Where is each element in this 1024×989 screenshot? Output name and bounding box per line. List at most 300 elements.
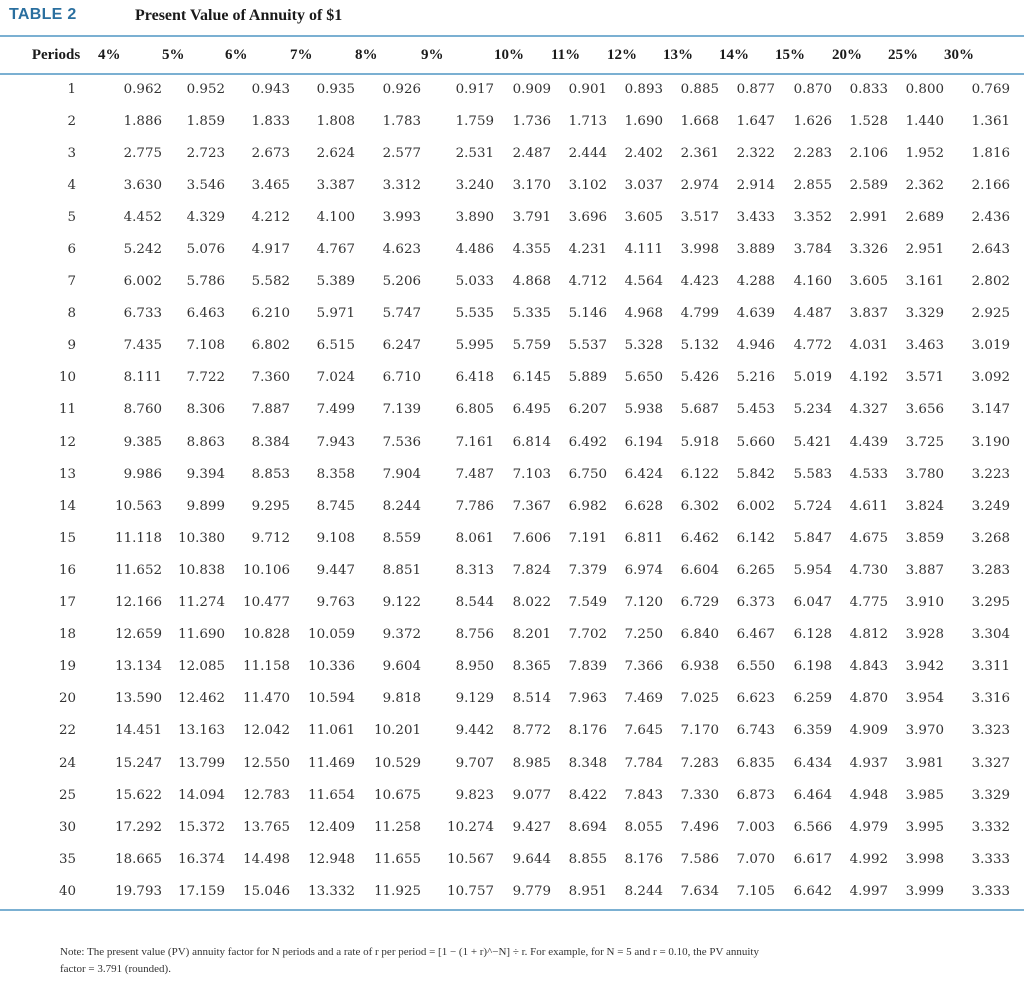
factor-cell: 8.061 xyxy=(455,530,494,546)
factor-cell: 1.736 xyxy=(512,113,551,129)
factor-cell: 3.517 xyxy=(680,209,719,225)
factor-cell: 6.495 xyxy=(512,402,551,418)
factor-cell: 0.943 xyxy=(251,81,290,97)
factor-cell: 3.147 xyxy=(971,402,1010,418)
factor-cell: 6.265 xyxy=(736,562,775,578)
factor-cell: 9.295 xyxy=(251,498,290,514)
factor-cell: 5.328 xyxy=(624,338,663,354)
factor-cell: 9.712 xyxy=(251,530,290,546)
table-row xyxy=(14,137,1010,169)
factor-cell: 3.910 xyxy=(905,595,944,611)
factor-cell: 19.793 xyxy=(115,883,162,899)
table-title: Present Value of Annuity of $1 xyxy=(135,7,343,24)
factor-cell: 4.231 xyxy=(568,242,607,258)
factor-cell: 14.451 xyxy=(115,723,162,739)
factor-cell: 6.464 xyxy=(793,787,832,803)
factor-cell: 15.622 xyxy=(115,787,162,803)
factor-cell: 11.274 xyxy=(178,595,225,611)
period-cell: 18 xyxy=(58,627,76,643)
factor-cell: 5.889 xyxy=(568,370,607,386)
factor-cell: 4.611 xyxy=(849,498,888,514)
factor-cell: 10.106 xyxy=(243,562,290,578)
factor-cell: 4.160 xyxy=(793,274,832,290)
column-header-rate: 11% xyxy=(551,46,581,63)
column-header-rate: 4% xyxy=(98,46,121,63)
factor-cell: 6.750 xyxy=(568,466,607,482)
factor-cell: 5.033 xyxy=(455,274,494,290)
period-cell: 11 xyxy=(58,402,76,418)
factor-cell: 6.604 xyxy=(680,562,719,578)
factor-cell: 8.772 xyxy=(512,723,551,739)
factor-cell: 2.283 xyxy=(793,145,832,161)
column-header-rate: 8% xyxy=(355,46,378,63)
factor-cell: 4.772 xyxy=(793,338,832,354)
factor-cell: 1.816 xyxy=(971,145,1010,161)
factor-cell: 6.434 xyxy=(793,755,832,771)
factor-cell: 12.409 xyxy=(308,819,355,835)
factor-cell: 6.259 xyxy=(793,691,832,707)
factor-cell: 7.536 xyxy=(382,434,421,450)
table-row xyxy=(14,330,1010,362)
note-line-2: factor = 3.791 (rounded). xyxy=(60,963,171,975)
factor-cell: 6.462 xyxy=(680,530,719,546)
table-body xyxy=(14,73,1010,907)
factor-cell: 6.710 xyxy=(382,370,421,386)
factor-cell: 1.713 xyxy=(568,113,607,129)
factor-cell: 7.024 xyxy=(316,370,355,386)
factor-cell: 9.394 xyxy=(186,466,225,482)
period-cell: 25 xyxy=(58,787,76,803)
factor-cell: 6.373 xyxy=(736,595,775,611)
factor-cell: 6.840 xyxy=(680,627,719,643)
period-cell: 14 xyxy=(58,498,76,514)
factor-cell: 5.076 xyxy=(186,242,225,258)
factor-cell: 15.247 xyxy=(115,755,162,771)
factor-cell: 7.963 xyxy=(568,691,607,707)
factor-cell: 4.329 xyxy=(186,209,225,225)
period-cell: 8 xyxy=(67,306,76,322)
factor-cell: 2.487 xyxy=(512,145,551,161)
factor-cell: 13.134 xyxy=(115,659,162,675)
factor-cell: 3.327 xyxy=(971,755,1010,771)
factor-cell: 5.132 xyxy=(680,338,719,354)
period-cell: 30 xyxy=(58,819,76,835)
factor-cell: 9.122 xyxy=(382,595,421,611)
factor-cell: 8.694 xyxy=(568,819,607,835)
period-cell: 1 xyxy=(67,81,76,97)
period-cell: 5 xyxy=(67,209,76,225)
factor-cell: 4.288 xyxy=(736,274,775,290)
factor-cell: 8.950 xyxy=(455,659,494,675)
factor-cell: 7.103 xyxy=(512,466,551,482)
factor-cell: 5.747 xyxy=(382,306,421,322)
factor-cell: 7.645 xyxy=(624,723,663,739)
annuity-table xyxy=(14,37,1010,907)
factor-cell: 6.743 xyxy=(736,723,775,739)
factor-cell: 1.859 xyxy=(186,113,225,129)
factor-cell: 4.730 xyxy=(849,562,888,578)
factor-cell: 4.486 xyxy=(455,242,494,258)
factor-cell: 11.925 xyxy=(374,883,421,899)
factor-cell: 12.085 xyxy=(178,659,225,675)
factor-cell: 0.800 xyxy=(905,81,944,97)
factor-cell: 5.421 xyxy=(793,434,832,450)
factor-cell: 0.870 xyxy=(793,81,832,97)
factor-cell: 2.589 xyxy=(849,177,888,193)
factor-cell: 6.729 xyxy=(680,595,719,611)
factor-cell: 4.675 xyxy=(849,530,888,546)
factor-cell: 1.783 xyxy=(382,113,421,129)
factor-cell: 7.586 xyxy=(680,851,719,867)
factor-cell: 5.938 xyxy=(624,402,663,418)
factor-cell: 10.594 xyxy=(308,691,355,707)
factor-cell: 8.055 xyxy=(624,819,663,835)
factor-cell: 9.899 xyxy=(186,498,225,514)
factor-cell: 4.100 xyxy=(316,209,355,225)
factor-cell: 4.327 xyxy=(849,402,888,418)
factor-cell: 5.537 xyxy=(568,338,607,354)
factor-cell: 4.968 xyxy=(624,306,663,322)
factor-cell: 7.843 xyxy=(624,787,663,803)
factor-cell: 7.487 xyxy=(455,466,494,482)
factor-cell: 9.763 xyxy=(316,595,355,611)
factor-cell: 8.863 xyxy=(186,434,225,450)
factor-cell: 5.995 xyxy=(455,338,494,354)
factor-cell: 10.757 xyxy=(447,883,494,899)
factor-cell: 7.549 xyxy=(568,595,607,611)
table-row xyxy=(14,426,1010,458)
factor-cell: 5.847 xyxy=(793,530,832,546)
factor-cell: 8.853 xyxy=(251,466,290,482)
table-row xyxy=(14,522,1010,554)
factor-cell: 4.909 xyxy=(849,723,888,739)
factor-cell: 3.352 xyxy=(793,209,832,225)
factor-cell: 3.784 xyxy=(793,242,832,258)
factor-cell: 6.802 xyxy=(251,338,290,354)
factor-cell: 5.426 xyxy=(680,370,719,386)
factor-cell: 3.316 xyxy=(971,691,1010,707)
factor-cell: 3.780 xyxy=(905,466,944,482)
factor-cell: 14.498 xyxy=(243,851,290,867)
factor-cell: 1.528 xyxy=(849,113,888,129)
factor-cell: 6.463 xyxy=(186,306,225,322)
table-row xyxy=(14,394,1010,426)
factor-cell: 7.784 xyxy=(624,755,663,771)
factor-cell: 6.566 xyxy=(793,819,832,835)
period-cell: 20 xyxy=(58,691,76,707)
factor-cell: 5.535 xyxy=(455,306,494,322)
factor-cell: 12.462 xyxy=(178,691,225,707)
factor-cell: 4.452 xyxy=(123,209,162,225)
factor-cell: 13.590 xyxy=(115,691,162,707)
factor-cell: 3.546 xyxy=(186,177,225,193)
factor-cell: 4.355 xyxy=(512,242,551,258)
factor-cell: 7.824 xyxy=(512,562,551,578)
factor-cell: 1.440 xyxy=(905,113,944,129)
factor-cell: 13.799 xyxy=(178,755,225,771)
factor-cell: 17.292 xyxy=(115,819,162,835)
factor-cell: 7.250 xyxy=(624,627,663,643)
table-row xyxy=(14,651,1010,683)
factor-cell: 3.725 xyxy=(905,434,944,450)
factor-cell: 3.942 xyxy=(905,659,944,675)
factor-cell: 10.477 xyxy=(243,595,290,611)
factor-cell: 1.668 xyxy=(680,113,719,129)
factor-cell: 2.624 xyxy=(316,145,355,161)
factor-cell: 8.756 xyxy=(455,627,494,643)
table-row xyxy=(14,843,1010,875)
period-cell: 10 xyxy=(58,370,76,386)
factor-cell: 3.465 xyxy=(251,177,290,193)
factor-cell: 2.106 xyxy=(849,145,888,161)
factor-cell: 10.336 xyxy=(308,659,355,675)
factor-cell: 8.176 xyxy=(568,723,607,739)
factor-cell: 6.617 xyxy=(793,851,832,867)
factor-cell: 8.985 xyxy=(512,755,551,771)
bottom-rule xyxy=(0,909,1024,911)
column-header-rate: 13% xyxy=(663,46,693,63)
factor-cell: 6.974 xyxy=(624,562,663,578)
factor-cell: 2.914 xyxy=(736,177,775,193)
factor-cell: 6.492 xyxy=(568,434,607,450)
factor-cell: 3.696 xyxy=(568,209,607,225)
factor-cell: 1.759 xyxy=(455,113,494,129)
factor-cell: 4.212 xyxy=(251,209,290,225)
column-header-rate: 20% xyxy=(832,46,862,63)
factor-cell: 3.190 xyxy=(971,434,1010,450)
factor-cell: 3.170 xyxy=(512,177,551,193)
factor-cell: 13.332 xyxy=(308,883,355,899)
factor-cell: 8.348 xyxy=(568,755,607,771)
factor-cell: 2.689 xyxy=(905,209,944,225)
factor-cell: 5.453 xyxy=(736,402,775,418)
period-cell: 6 xyxy=(67,242,76,258)
column-header-rate: 6% xyxy=(225,46,248,63)
table-number: TABLE 2 xyxy=(9,6,77,23)
factor-cell: 7.887 xyxy=(251,402,290,418)
factor-cell: 3.283 xyxy=(971,562,1010,578)
factor-cell: 3.304 xyxy=(971,627,1010,643)
factor-cell: 5.389 xyxy=(316,274,355,290)
factor-cell: 9.077 xyxy=(512,787,551,803)
factor-cell: 4.868 xyxy=(512,274,551,290)
factor-cell: 1.808 xyxy=(316,113,355,129)
factor-cell: 0.833 xyxy=(849,81,888,97)
factor-cell: 5.918 xyxy=(680,434,719,450)
table-row xyxy=(14,233,1010,265)
factor-cell: 11.652 xyxy=(115,562,162,578)
factor-cell: 7.105 xyxy=(736,883,775,899)
factor-cell: 3.824 xyxy=(905,498,944,514)
factor-cell: 10.563 xyxy=(115,498,162,514)
factor-cell: 7.469 xyxy=(624,691,663,707)
table-row xyxy=(14,715,1010,747)
factor-cell: 10.567 xyxy=(447,851,494,867)
factor-cell: 6.142 xyxy=(736,530,775,546)
factor-cell: 11.654 xyxy=(308,787,355,803)
factor-cell: 9.372 xyxy=(382,627,421,643)
factor-cell: 6.207 xyxy=(568,402,607,418)
factor-cell: 5.242 xyxy=(123,242,162,258)
factor-cell: 8.855 xyxy=(568,851,607,867)
factor-cell: 3.433 xyxy=(736,209,775,225)
factor-cell: 8.244 xyxy=(624,883,663,899)
factor-cell: 0.962 xyxy=(123,81,162,97)
factor-cell: 3.993 xyxy=(382,209,421,225)
factor-cell: 5.650 xyxy=(624,370,663,386)
factor-cell: 6.835 xyxy=(736,755,775,771)
period-cell: 9 xyxy=(67,338,76,354)
factor-cell: 3.837 xyxy=(849,306,888,322)
factor-cell: 3.329 xyxy=(905,306,944,322)
table-row xyxy=(14,747,1010,779)
factor-cell: 2.362 xyxy=(905,177,944,193)
factor-cell: 9.427 xyxy=(512,819,551,835)
factor-cell: 11.158 xyxy=(243,659,290,675)
factor-cell: 3.387 xyxy=(316,177,355,193)
factor-cell: 5.786 xyxy=(186,274,225,290)
factor-cell: 1.886 xyxy=(123,113,162,129)
factor-cell: 11.690 xyxy=(178,627,225,643)
factor-cell: 8.559 xyxy=(382,530,421,546)
factor-cell: 7.634 xyxy=(680,883,719,899)
factor-cell: 12.659 xyxy=(115,627,162,643)
factor-cell: 6.805 xyxy=(455,402,494,418)
table-row xyxy=(14,587,1010,619)
factor-cell: 9.129 xyxy=(455,691,494,707)
factor-cell: 7.283 xyxy=(680,755,719,771)
factor-cell: 9.818 xyxy=(382,691,421,707)
factor-cell: 3.970 xyxy=(905,723,944,739)
factor-cell: 3.329 xyxy=(971,787,1010,803)
factor-cell: 4.639 xyxy=(736,306,775,322)
factor-cell: 16.374 xyxy=(178,851,225,867)
period-cell: 24 xyxy=(58,755,76,771)
factor-cell: 5.842 xyxy=(736,466,775,482)
factor-cell: 7.170 xyxy=(680,723,719,739)
factor-cell: 1.690 xyxy=(624,113,663,129)
period-cell: 4 xyxy=(67,177,76,193)
factor-cell: 3.985 xyxy=(905,787,944,803)
factor-cell: 7.161 xyxy=(455,434,494,450)
factor-cell: 8.760 xyxy=(123,402,162,418)
factor-cell: 3.999 xyxy=(905,883,944,899)
factor-cell: 2.974 xyxy=(680,177,719,193)
factor-cell: 9.779 xyxy=(512,883,551,899)
table-row xyxy=(14,362,1010,394)
factor-cell: 3.161 xyxy=(905,274,944,290)
factor-cell: 4.423 xyxy=(680,274,719,290)
factor-cell: 7.943 xyxy=(316,434,355,450)
factor-cell: 3.998 xyxy=(680,242,719,258)
factor-cell: 2.444 xyxy=(568,145,607,161)
factor-cell: 0.926 xyxy=(382,81,421,97)
factor-cell: 2.925 xyxy=(971,306,1010,322)
factor-cell: 10.675 xyxy=(374,787,421,803)
factor-cell: 6.982 xyxy=(568,498,607,514)
factor-cell: 3.954 xyxy=(905,691,944,707)
factor-cell: 7.904 xyxy=(382,466,421,482)
factor-cell: 7.120 xyxy=(624,595,663,611)
factor-cell: 4.979 xyxy=(849,819,888,835)
column-header-rate: 15% xyxy=(775,46,805,63)
factor-cell: 0.909 xyxy=(512,81,551,97)
factor-cell: 6.359 xyxy=(793,723,832,739)
factor-cell: 4.623 xyxy=(382,242,421,258)
factor-cell: 8.358 xyxy=(316,466,355,482)
factor-cell: 9.442 xyxy=(455,723,494,739)
factor-cell: 1.833 xyxy=(251,113,290,129)
factor-cell: 1.626 xyxy=(793,113,832,129)
table-row xyxy=(14,619,1010,651)
factor-cell: 5.583 xyxy=(793,466,832,482)
period-cell: 22 xyxy=(58,723,76,739)
factor-cell: 9.108 xyxy=(316,530,355,546)
factor-cell: 3.981 xyxy=(905,755,944,771)
factor-cell: 1.361 xyxy=(971,113,1010,129)
column-header-rate: 5% xyxy=(162,46,185,63)
table-row xyxy=(14,490,1010,522)
factor-cell: 4.948 xyxy=(849,787,888,803)
factor-cell: 3.605 xyxy=(624,209,663,225)
factor-cell: 7.702 xyxy=(568,627,607,643)
factor-cell: 11.118 xyxy=(115,530,162,546)
factor-cell: 3.037 xyxy=(624,177,663,193)
factor-cell: 6.047 xyxy=(793,595,832,611)
factor-cell: 3.332 xyxy=(971,819,1010,835)
column-header-rate: 30% xyxy=(944,46,974,63)
factor-cell: 2.775 xyxy=(123,145,162,161)
factor-cell: 6.811 xyxy=(624,530,663,546)
factor-cell: 4.799 xyxy=(680,306,719,322)
period-cell: 19 xyxy=(58,659,76,675)
factor-cell: 8.313 xyxy=(455,562,494,578)
factor-cell: 5.335 xyxy=(512,306,551,322)
factor-cell: 6.002 xyxy=(736,498,775,514)
period-cell: 2 xyxy=(67,113,76,129)
factor-cell: 3.605 xyxy=(849,274,888,290)
factor-cell: 4.997 xyxy=(849,883,888,899)
factor-cell: 8.514 xyxy=(512,691,551,707)
factor-cell: 2.402 xyxy=(624,145,663,161)
column-header-rate: 10% xyxy=(494,46,524,63)
factor-cell: 2.436 xyxy=(971,209,1010,225)
period-cell: 13 xyxy=(58,466,76,482)
factor-cell: 3.889 xyxy=(736,242,775,258)
table-row xyxy=(14,73,1010,105)
factor-cell: 3.887 xyxy=(905,562,944,578)
factor-cell: 3.333 xyxy=(971,851,1010,867)
factor-cell: 11.061 xyxy=(308,723,355,739)
factor-cell: 4.564 xyxy=(624,274,663,290)
factor-cell: 4.917 xyxy=(251,242,290,258)
factor-cell: 11.470 xyxy=(243,691,290,707)
factor-cell: 8.422 xyxy=(568,787,607,803)
factor-cell: 0.877 xyxy=(736,81,775,97)
factor-cell: 4.812 xyxy=(849,627,888,643)
factor-cell: 9.986 xyxy=(123,466,162,482)
period-cell: 16 xyxy=(58,562,76,578)
factor-cell: 4.767 xyxy=(316,242,355,258)
factor-cell: 12.948 xyxy=(308,851,355,867)
factor-cell: 6.550 xyxy=(736,659,775,675)
factor-cell: 8.365 xyxy=(512,659,551,675)
factor-cell: 9.447 xyxy=(316,562,355,578)
factor-cell: 4.775 xyxy=(849,595,888,611)
factor-cell: 7.003 xyxy=(736,819,775,835)
period-cell: 7 xyxy=(67,274,76,290)
table-row xyxy=(14,811,1010,843)
